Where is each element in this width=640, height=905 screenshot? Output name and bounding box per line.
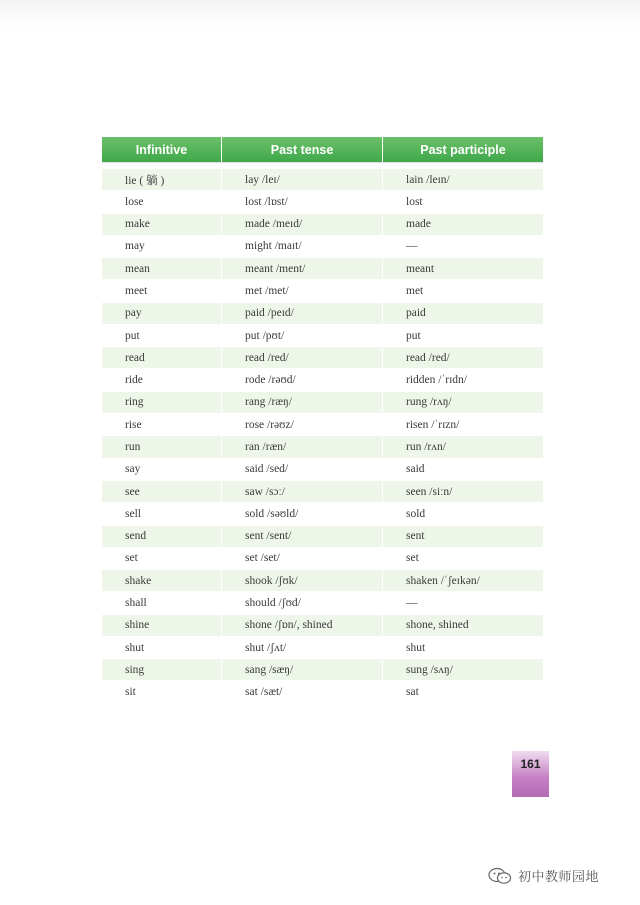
table-body xyxy=(102,169,543,703)
wechat-icon xyxy=(488,867,512,885)
cell-past-tense: sent /sent/ xyxy=(221,526,382,547)
cell-past-tense: shook /ʃʊk/ xyxy=(221,570,382,591)
cell-past-tense: lay /leɪ/ xyxy=(221,169,382,190)
cell-past-participle: — xyxy=(382,236,543,257)
table-row xyxy=(102,681,543,702)
cell-past-tense: should /ʃʊd/ xyxy=(221,592,382,613)
cell-past-participle: risen /ˈrɪzn/ xyxy=(382,414,543,435)
cell-infinitive: may xyxy=(125,240,145,253)
cell-infinitive: shine xyxy=(125,619,150,632)
cell-infinitive: pay xyxy=(125,307,142,320)
watermark-text: 初中教师园地 xyxy=(518,870,600,885)
cell-past-tense: lost /lɒst/ xyxy=(221,191,382,212)
table-row xyxy=(102,637,543,658)
cell-infinitive: sell xyxy=(125,507,141,520)
cell-past-participle: lain /leɪn/ xyxy=(382,169,543,190)
cell-past-tense: said /sed/ xyxy=(221,459,382,480)
table-row xyxy=(102,214,543,235)
header-past-tense: Past tense xyxy=(221,137,382,162)
header-past-participle: Past participle xyxy=(382,137,543,162)
table-row xyxy=(102,325,543,346)
cell-past-participle: met xyxy=(382,280,543,301)
cell-infinitive: make xyxy=(125,218,150,231)
table-row xyxy=(102,258,543,279)
table-row xyxy=(102,280,543,301)
cell-past-participle: lost xyxy=(382,191,543,212)
cell-infinitive: mean xyxy=(125,262,150,275)
cell-past-tense: rode /rəʊd/ xyxy=(221,370,382,391)
table-row xyxy=(102,392,543,413)
irregular-verbs-table xyxy=(102,137,543,704)
table-row xyxy=(102,592,543,613)
cell-past-tense: sold /səʊld/ xyxy=(221,503,382,524)
cell-infinitive: shall xyxy=(125,596,147,609)
table-row xyxy=(102,169,543,190)
cell-past-participle: sung /sʌŋ/ xyxy=(382,659,543,680)
page-top-shade xyxy=(0,0,640,30)
cell-past-participle: paid xyxy=(382,303,543,324)
cell-past-tense: read /red/ xyxy=(221,347,382,368)
page-number-tab xyxy=(512,751,549,797)
table-row xyxy=(102,370,543,391)
cell-infinitive: sing xyxy=(125,663,145,676)
cell-infinitive: sit xyxy=(125,686,136,699)
table-row xyxy=(102,236,543,257)
table-row xyxy=(102,615,543,636)
watermark xyxy=(488,866,599,885)
cell-past-participle: ridden /ˈrɪdn/ xyxy=(382,370,543,391)
cell-infinitive: put xyxy=(125,329,140,342)
cell-past-participle: — xyxy=(382,592,543,613)
table-row xyxy=(102,459,543,480)
table-row xyxy=(102,548,543,569)
cell-past-tense: rose /rəʊz/ xyxy=(221,414,382,435)
header-infinitive: Infinitive xyxy=(135,142,188,157)
cell-past-participle: put xyxy=(382,325,543,346)
page-number: 161 xyxy=(520,757,541,771)
cell-past-tense: ran /ræn/ xyxy=(221,436,382,457)
cell-past-tense: meant /ment/ xyxy=(221,258,382,279)
cell-infinitive: run xyxy=(125,440,141,453)
table-row xyxy=(102,503,543,524)
cell-past-participle: sat xyxy=(382,681,543,702)
table-row xyxy=(102,659,543,680)
cell-infinitive: shake xyxy=(125,574,152,587)
cell-past-tense: paid /peɪd/ xyxy=(221,303,382,324)
cell-past-tense: saw /sɔː/ xyxy=(221,481,382,502)
cell-infinitive: ring xyxy=(125,396,144,409)
table-row xyxy=(102,347,543,368)
cell-past-tense: met /met/ xyxy=(221,280,382,301)
table-row xyxy=(102,191,543,212)
table-row xyxy=(102,303,543,324)
cell-infinitive: send xyxy=(125,530,147,543)
cell-past-participle: shut xyxy=(382,637,543,658)
cell-past-participle: said xyxy=(382,459,543,480)
cell-past-participle: sold xyxy=(382,503,543,524)
table-row xyxy=(102,481,543,502)
table-row xyxy=(102,414,543,435)
cell-past-tense: might /maɪt/ xyxy=(221,236,382,257)
cell-past-tense: sat /sæt/ xyxy=(221,681,382,702)
cell-past-participle: meant xyxy=(382,258,543,279)
cell-infinitive: see xyxy=(125,485,140,498)
cell-past-participle: shaken /ˈʃeɪkən/ xyxy=(382,570,543,591)
cell-past-participle: set xyxy=(382,548,543,569)
cell-infinitive: say xyxy=(125,463,141,476)
cell-past-tense: sang /sæŋ/ xyxy=(221,659,382,680)
table-header-row xyxy=(102,137,543,162)
cell-infinitive: ride xyxy=(125,374,143,387)
cell-infinitive: lose xyxy=(125,195,144,208)
cell-past-tense: shone /ʃɒn/, shined xyxy=(221,615,382,636)
cell-infinitive: rise xyxy=(125,418,142,431)
cell-past-tense: made /meɪd/ xyxy=(221,214,382,235)
table-row xyxy=(102,526,543,547)
table-row xyxy=(102,436,543,457)
cell-past-participle: rung /rʌŋ/ xyxy=(382,392,543,413)
cell-infinitive: read xyxy=(125,351,145,364)
cell-past-participle: shone, shined xyxy=(382,615,543,636)
cell-past-participle: made xyxy=(382,214,543,235)
cell-past-tense: rang /ræŋ/ xyxy=(221,392,382,413)
cell-past-participle: read /red/ xyxy=(382,347,543,368)
cell-past-tense: put /pʊt/ xyxy=(221,325,382,346)
cell-past-participle: run /rʌn/ xyxy=(382,436,543,457)
cell-past-tense: shut /ʃʌt/ xyxy=(221,637,382,658)
cell-past-tense: set /set/ xyxy=(221,548,382,569)
cell-infinitive: set xyxy=(125,552,138,565)
cell-past-participle: sent xyxy=(382,526,543,547)
cell-infinitive: meet xyxy=(125,285,148,297)
table-row xyxy=(102,570,543,591)
cell-infinitive: shut xyxy=(125,641,145,654)
cell-infinitive: lie ( 躺 ) xyxy=(125,174,165,187)
cell-past-participle: seen /siːn/ xyxy=(382,481,543,502)
